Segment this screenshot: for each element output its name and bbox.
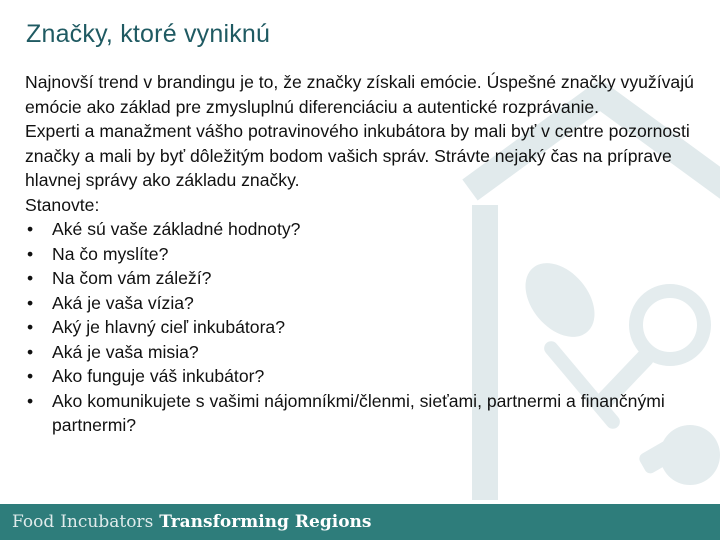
bullet: • <box>27 268 34 288</box>
footer-banner <box>0 504 720 540</box>
footer-word-incubators: Incubators <box>60 512 154 532</box>
list-item-text: Na čo myslíte? <box>52 243 169 264</box>
list-item-text: Ako funguje váš inkubátor? <box>52 366 265 386</box>
list-item-text: Aké sú vaše základné hodnoty? <box>52 219 301 239</box>
list-item-text: Na čom vám záleží? <box>52 268 212 288</box>
list-item-text: Aká je vaša vízia? <box>52 292 194 313</box>
branding-term: brandingu <box>157 72 236 92</box>
intro-paragraph <box>25 70 705 119</box>
list-item <box>25 242 705 267</box>
list-item-text: Ako komunikujete s vašimi nájomníkmi/členmi, sieťami, partnermi a finančnými partnermi? <box>52 390 665 435</box>
footer-word-transforming: Transforming <box>159 512 289 532</box>
list-item <box>25 266 705 291</box>
determine-label: Stanovte: <box>25 194 100 215</box>
list-item <box>25 364 705 389</box>
bullet: • <box>27 366 34 386</box>
list-item-text: Aký je hlavný cieľ inkubátora? <box>52 317 285 337</box>
bullet: • <box>27 243 34 264</box>
intro-text-end: je to, že značky získali emócie. Úspešné značky využívajú emócie ako základ pre zmysluplnú diferenciáciu a autentické rozprávanie. <box>25 72 694 117</box>
bullet: • <box>27 292 34 313</box>
list-item <box>25 315 705 340</box>
bullet: • <box>27 219 34 239</box>
question-list <box>25 217 705 438</box>
list-item <box>25 389 705 438</box>
list-item-text: Aká je vaša misia? <box>52 341 199 362</box>
footer-word-food: Food <box>12 512 55 532</box>
list-item <box>25 217 705 242</box>
list-item <box>25 340 705 365</box>
slide-body <box>25 70 705 438</box>
bullet: • <box>27 317 34 337</box>
bullet: • <box>27 341 34 362</box>
list-item <box>25 291 705 316</box>
slide-title: Značky, ktoré vyniknú <box>26 20 271 48</box>
bullet: • <box>27 390 34 411</box>
footer-word-regions: Regions <box>294 512 372 532</box>
intro-text-start: Najnovší trend v <box>25 72 158 92</box>
experts-paragraph: Experti a manažment vášho potravinového inkubátora by mali byť v centre pozornosti značky a mali by byť dôležitým bodom vašich správ. Strávte nejaký čas na príprave hlavnej správy ako základu značky. <box>25 121 690 190</box>
